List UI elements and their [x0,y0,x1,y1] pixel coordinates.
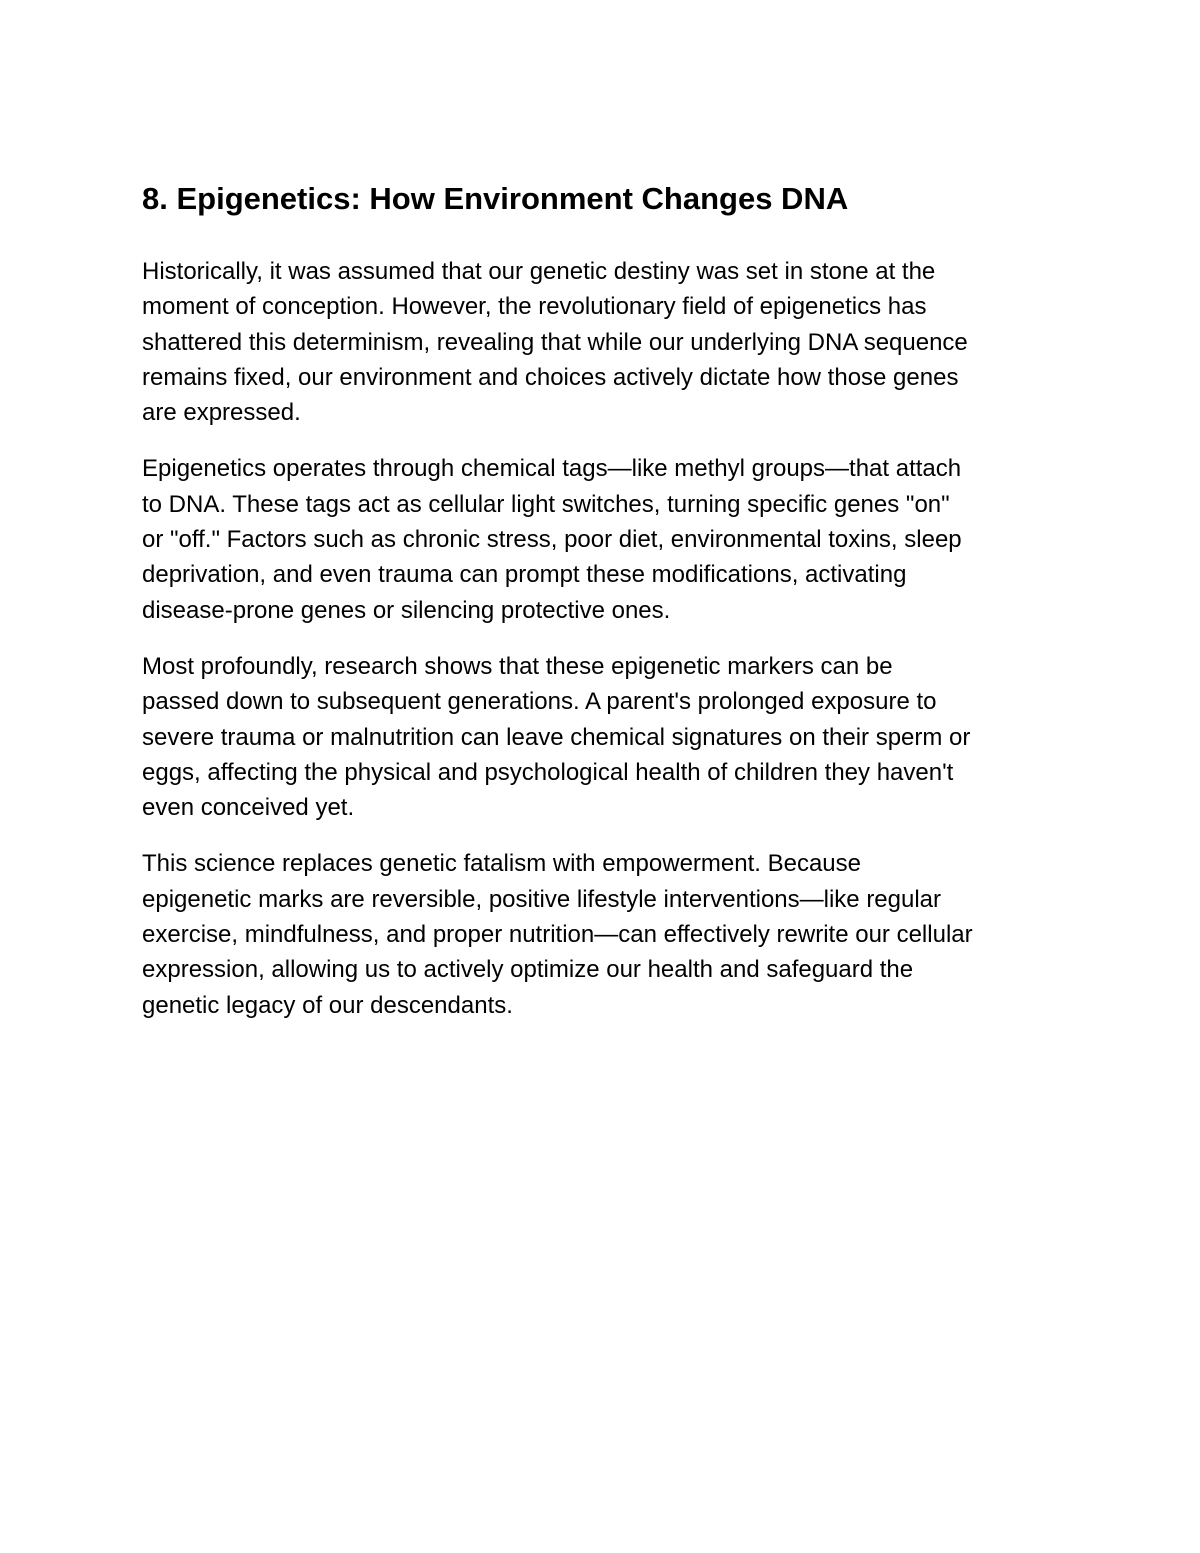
paragraph-line: Most profoundly, research shows that these epigenetic markers can be [142,652,893,680]
paragraph-chemical-tags [142,451,1072,627]
paragraph-inheritance [142,649,1072,825]
paragraph-line: This science replaces genetic fatalism with empowerment. Because [142,850,861,878]
paragraph-line: expression, allowing us to actively optimize our health and safeguard the [142,956,914,984]
paragraph-line: passed down to subsequent generations. A parent's prolonged exposure to [142,688,937,716]
paragraph-empowerment [142,846,1072,1022]
paragraph-line: severe trauma or malnutrition can leave chemical signatures on their sperm or [142,723,971,751]
paragraph-line: or "off." Factors such as chronic stress, poor diet, environmental toxins, sleep [142,526,962,554]
paragraph-line: even conceived yet. [142,794,355,822]
paragraph-line: Historically, it was assumed that our genetic destiny was set in stone at the [142,258,936,285]
paragraph-line: remains fixed, our environment and choices actively dictate how those genes [142,363,959,391]
paragraph-line: moment of conception. However, the revolutionary field of epigenetics has [142,293,927,321]
paragraph-line: genetic legacy of our descendants. [142,991,513,1019]
document-body [142,172,1072,1044]
paragraph-line: to DNA. These tags act as cellular light switches, turning specific genes "on" [142,490,950,518]
paragraph-historical-context [142,254,1072,430]
paragraph-line: eggs, affecting the physical and psychological health of children they haven't [142,758,954,786]
paragraph-line: disease-prone genes or silencing protective ones. [142,596,671,624]
paragraph-line: Epigenetics operates through chemical tags—like methyl groups—that attach [142,455,962,483]
paragraph-line: epigenetic marks are reversible, positive lifestyle interventions—like regular [142,885,942,913]
paragraph-line: shattered this determinism, revealing that while our underlying DNA sequence [142,328,968,356]
paragraph-line: deprivation, and even trauma can prompt these modifications, activating [142,561,907,589]
paragraph-line: are expressed. [142,399,301,427]
paragraph-line: exercise, mindfulness, and proper nutrition—can effectively rewrite our cellular [142,921,973,949]
section-heading: 8. Epigenetics: How Environment Changes DNA [142,181,849,216]
